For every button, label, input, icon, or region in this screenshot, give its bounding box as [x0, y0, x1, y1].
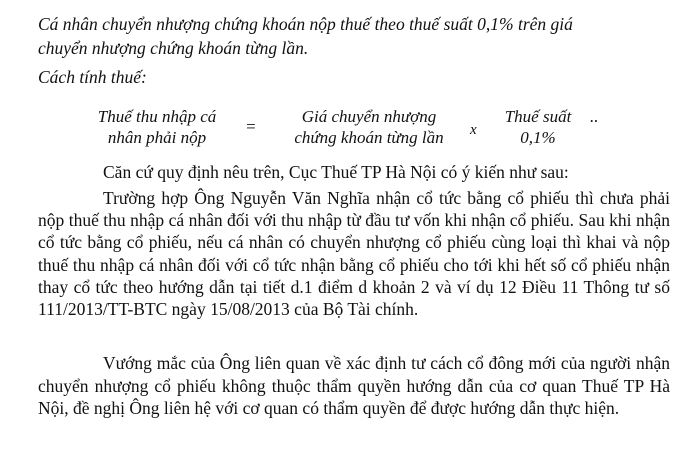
formula-tax-rate-line-1: Thuế suất [504, 107, 572, 126]
tax-rate-line-2: chuyển nhượng chứng khoán từng lần. [38, 38, 309, 58]
formula-tax-rate [495, 106, 581, 148]
paragraph-dividend-shares: Trường hợp Ông Nguyễn Văn Nghĩa nhận cổ tức bằng cổ phiếu thì chưa phải nộp thuế thu nhập cá nhân đối với thu nhập từ đầu tư vốn khi nhận cổ phiếu. Sau khi nhận cổ tức bằng cổ phiếu, nếu cá nhân có chuyển nhượng cổ phiếu cùng loại thì khai và nộp thuế thu nhập cá nhân đối với cổ tức nhận bằng cổ phiếu cho tới khi hết số cổ phiếu nhận thay cổ tức theo hướng dẫn tại tiết d.1 điểm d khoản 2 và ví dụ 12 Điều 11 Thông tư số 111/2013/TT-BTC ngày 15/08/2013 của Bộ Tài chính. [38, 188, 670, 320]
formula-transfer-price [276, 106, 462, 148]
opinion-intro: Căn cứ quy định nêu trên, Cục Thuế TP Hà Nội có ý kiến như sau: [103, 162, 569, 182]
calculation-heading: Cách tính thuế: [38, 67, 147, 87]
tax-formula [0, 106, 691, 150]
formula-transfer-price-line-2: chứng khoán từng lần [294, 128, 444, 147]
formula-multiply-sign: x [470, 122, 477, 138]
paragraph-shareholder-status: Vướng mắc của Ông liên quan về xác định tư cách cổ đông mới của người nhận chuyển nhượng cổ phiếu không thuộc thẩm quyền hướng dẫn của cơ quan Thuế TP Hà Nội, đề nghị Ông liên hệ với cơ quan có thẩm quyền để được hướng dẫn thực hiện. [38, 353, 670, 418]
tax-rate-line-1: Cá nhân chuyển nhượng chứng khoán nộp thuế theo thuế suất 0,1% trên giá [38, 14, 573, 34]
formula-tax-payable-line-2: nhân phải nộp [107, 128, 207, 147]
formula-equals-sign: = [245, 117, 257, 136]
formula-tax-rate-line-2: 0,1% [520, 128, 556, 147]
formula-transfer-price-line-1: Giá chuyển nhượng [301, 107, 437, 126]
formula-trailing-dots: .. [590, 107, 599, 126]
formula-tax-payable-line-1: Thuế thu nhập cá [97, 107, 217, 126]
formula-tax-payable [82, 106, 232, 148]
